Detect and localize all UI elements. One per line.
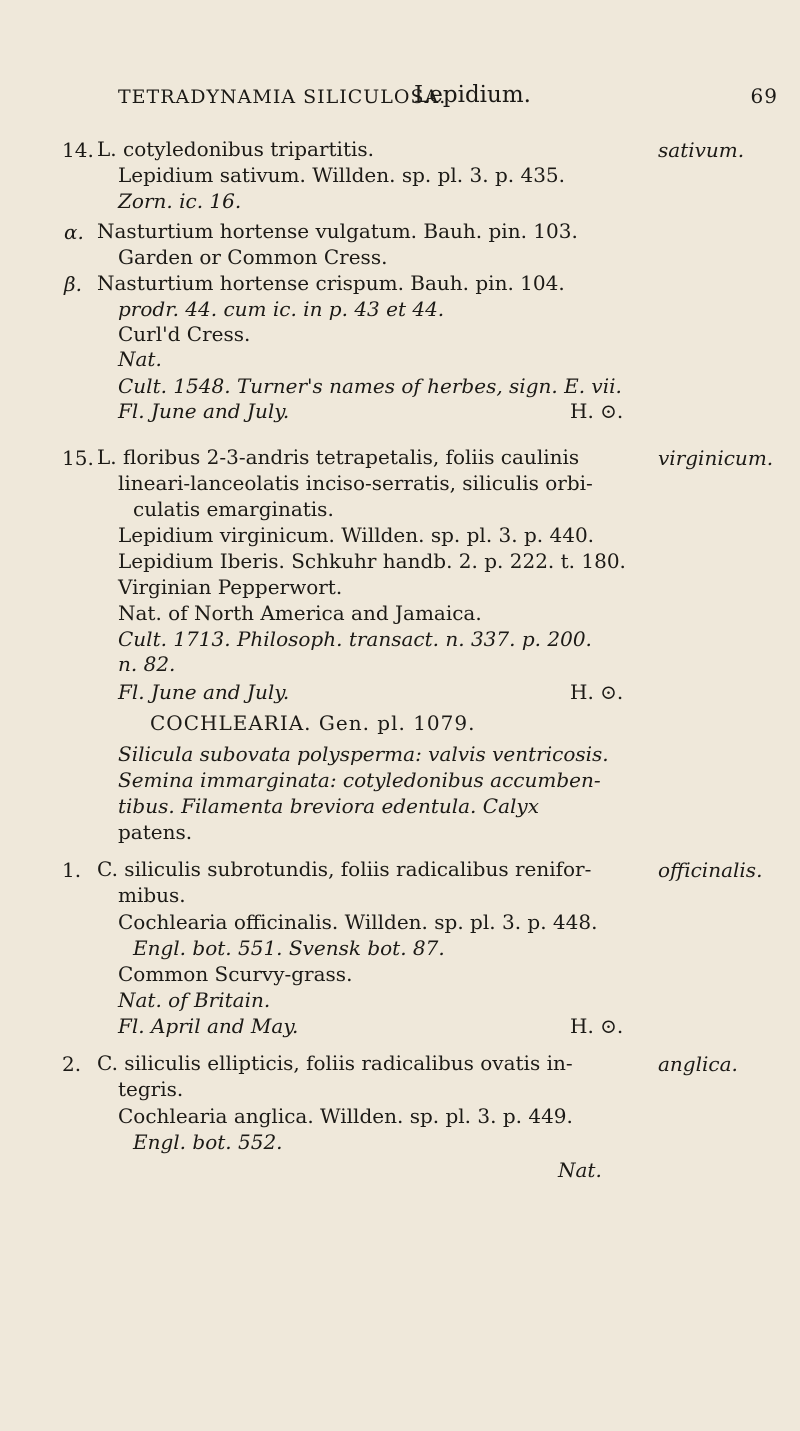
habit-symbol: H. ⊙.: [570, 680, 624, 704]
entry-reference: Lepidium sativum. Willden. sp. pl. 3. p. 435.: [118, 163, 566, 187]
entry-diagnosis: mibus.: [118, 883, 186, 907]
common-name: Virginian Pepperwort.: [118, 575, 343, 599]
native-region: Nat.: [118, 347, 162, 371]
cultivation-note: Cult. 1713. Philosoph. transact. n. 337. p. 200.: [118, 627, 592, 651]
variety-mark: β.: [64, 272, 82, 296]
genus-heading: COCHLEARIA. Gen. pl. 1079.: [150, 711, 476, 735]
margin-epithet: sativum.: [658, 138, 745, 162]
native-region: Nat. of North America and Jamaica.: [118, 601, 482, 625]
entry-number: 2.: [62, 1052, 82, 1076]
common-name: Curl'd Cress.: [118, 322, 251, 346]
entry-number: 15.: [62, 446, 94, 470]
header-section-title: TETRADYNAMIA SILICULOSA.: [118, 86, 447, 108]
entry-diagnosis: lineari-lanceolatis inciso-serratis, siliculis orbi-: [118, 471, 593, 495]
native-region: Nat.: [558, 1158, 602, 1182]
entry-reference: Engl. bot. 551. Svensk bot. 87.: [133, 936, 445, 960]
entry-reference: Zorn. ic. 16.: [118, 189, 242, 213]
running-header: [118, 82, 778, 116]
margin-epithet: virginicum.: [658, 446, 774, 470]
cultivation-note: n. 82.: [118, 652, 176, 676]
habit-symbol: H. ⊙.: [570, 399, 624, 423]
entry-reference: Cochlearia officinalis. Willden. sp. pl. 3. p. 448.: [118, 910, 598, 934]
margin-epithet: officinalis.: [658, 858, 763, 882]
entry-reference: Cochlearia anglica. Willden. sp. pl. 3. p. 449.: [118, 1104, 573, 1128]
flowering-time: Fl. June and July.: [118, 680, 290, 704]
habit-symbol: H. ⊙.: [570, 1014, 624, 1038]
entry-diagnosis: L. floribus 2-3-andris tetrapetalis, foliis caulinis: [97, 445, 580, 469]
genus-description: tibus. Filamenta breviora edentula. Calyx: [118, 794, 539, 818]
genus-description: patens.: [118, 820, 193, 844]
entry-diagnosis: tegris.: [118, 1077, 184, 1101]
flowering-time: Fl. June and July.: [118, 399, 290, 423]
flowering-time: Fl. April and May.: [118, 1014, 299, 1038]
variety-name: Nasturtium hortense vulgatum. Bauh. pin. 103.: [97, 219, 578, 243]
header-genus: Lepidium.: [414, 82, 531, 108]
entry-diagnosis: culatis emarginatis.: [133, 497, 334, 521]
common-name: Common Scurvy-grass.: [118, 962, 353, 986]
entry-diagnosis: C. siliculis subrotundis, foliis radicalibus renifor-: [97, 857, 592, 881]
entry-diagnosis: C. siliculis ellipticis, foliis radicalibus ovatis in-: [97, 1051, 573, 1075]
common-name: Garden or Common Cress.: [118, 245, 388, 269]
margin-epithet: anglica.: [658, 1052, 738, 1076]
genus-description: Semina immarginata: cotyledonibus accumben-: [118, 768, 601, 792]
cultivation-note: Cult. 1548. Turner's names of herbes, sign. E. vii.: [118, 374, 622, 398]
entry-number: 1.: [62, 858, 82, 882]
entry-diagnosis: L. cotyledonibus tripartitis.: [97, 137, 375, 161]
entry-reference: Lepidium Iberis. Schkuhr handb. 2. p. 222. t. 180.: [118, 549, 626, 573]
entry-reference: Engl. bot. 552.: [133, 1130, 283, 1154]
page-number: 69: [750, 84, 778, 108]
entry-reference: Lepidium virginicum. Willden. sp. pl. 3. p. 440.: [118, 523, 595, 547]
entry-reference: prodr. 44. cum ic. in p. 43 et 44.: [118, 297, 445, 321]
entry-number: 14.: [62, 138, 94, 162]
genus-description: Silicula subovata polysperma: valvis ventricosis.: [118, 742, 609, 766]
variety-mark: α.: [64, 220, 84, 244]
native-region: Nat. of Britain.: [118, 988, 271, 1012]
variety-name: Nasturtium hortense crispum. Bauh. pin. 104.: [97, 271, 565, 295]
